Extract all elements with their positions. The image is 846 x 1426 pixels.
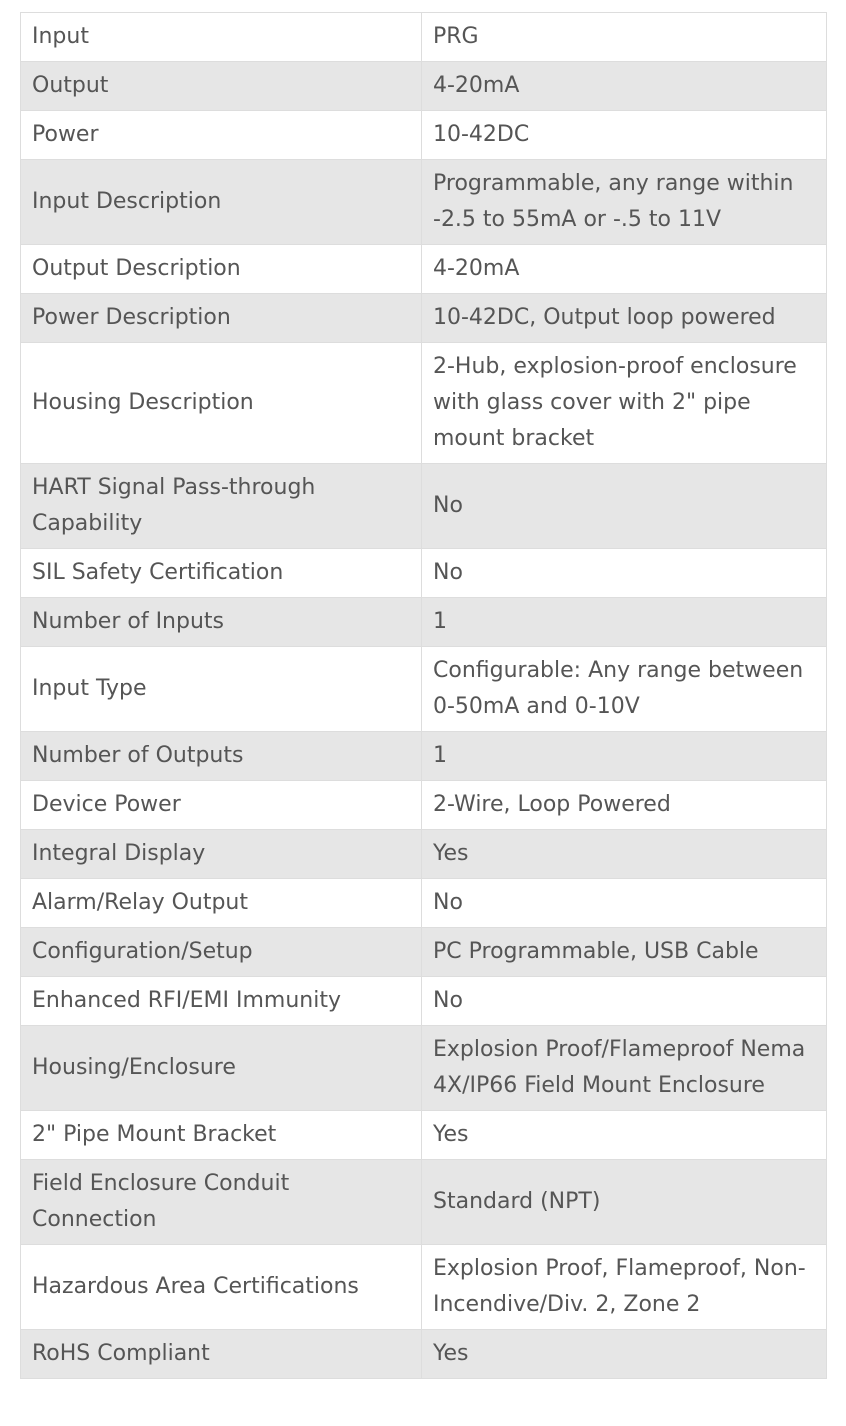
spec-label: RoHS Compliant <box>21 1330 422 1379</box>
spec-label: Output Description <box>21 245 422 294</box>
spec-value: 2-Wire, Loop Powered <box>422 781 827 830</box>
spec-value: No <box>422 879 827 928</box>
table-row <box>21 343 827 464</box>
table-row <box>21 732 827 781</box>
table-row <box>21 1160 827 1245</box>
table-row <box>21 1026 827 1111</box>
table-row <box>21 245 827 294</box>
table-row <box>21 294 827 343</box>
table-row <box>21 977 827 1026</box>
spec-label: Output <box>21 62 422 111</box>
table-row <box>21 549 827 598</box>
spec-value: No <box>422 977 827 1026</box>
spec-value: Standard (NPT) <box>422 1160 827 1245</box>
spec-label: Configuration/Setup <box>21 928 422 977</box>
spec-label: Number of Outputs <box>21 732 422 781</box>
table-row <box>21 928 827 977</box>
spec-value: No <box>422 464 827 549</box>
spec-value: Configurable: Any range between 0-50mA and 0-10V <box>422 647 827 732</box>
spec-value: No <box>422 549 827 598</box>
table-row <box>21 830 827 879</box>
spec-label: Alarm/Relay Output <box>21 879 422 928</box>
spec-value: Programmable, any range within -2.5 to 55mA or -.5 to 11V <box>422 160 827 245</box>
table-row <box>21 1330 827 1379</box>
spec-label: SIL Safety Certification <box>21 549 422 598</box>
spec-label: Number of Inputs <box>21 598 422 647</box>
spec-value: 1 <box>422 598 827 647</box>
spec-label: HART Signal Pass-through Capability <box>21 464 422 549</box>
spec-label: Enhanced RFI/EMI Immunity <box>21 977 422 1026</box>
table-row <box>21 781 827 830</box>
table-row <box>21 598 827 647</box>
spec-label: Housing/Enclosure <box>21 1026 422 1111</box>
table-row <box>21 879 827 928</box>
spec-label: 2" Pipe Mount Bracket <box>21 1111 422 1160</box>
spec-label: Input <box>21 13 422 62</box>
spec-label: Input Type <box>21 647 422 732</box>
spec-label: Device Power <box>21 781 422 830</box>
spec-label: Integral Display <box>21 830 422 879</box>
spec-label: Hazardous Area Certifications <box>21 1245 422 1330</box>
spec-value: 4-20mA <box>422 62 827 111</box>
table-row <box>21 647 827 732</box>
spec-value: 1 <box>422 732 827 781</box>
specifications-table <box>20 12 827 1379</box>
spec-value: 4-20mA <box>422 245 827 294</box>
spec-value: 10-42DC, Output loop powered <box>422 294 827 343</box>
spec-value: Explosion Proof, Flameproof, Non-Incendive/Div. 2, Zone 2 <box>422 1245 827 1330</box>
spec-value: 2-Hub, explosion-proof enclosure with glass cover with 2" pipe mount bracket <box>422 343 827 464</box>
spec-value: PC Programmable, USB Cable <box>422 928 827 977</box>
spec-label: Power Description <box>21 294 422 343</box>
spec-value: Yes <box>422 1111 827 1160</box>
spec-label: Input Description <box>21 160 422 245</box>
table-row <box>21 13 827 62</box>
table-row <box>21 160 827 245</box>
spec-value: Explosion Proof/Flameproof Nema 4X/IP66 Field Mount Enclosure <box>422 1026 827 1111</box>
spec-value: 10-42DC <box>422 111 827 160</box>
spec-label: Power <box>21 111 422 160</box>
spec-value: Yes <box>422 1330 827 1379</box>
spec-value: Yes <box>422 830 827 879</box>
table-row <box>21 464 827 549</box>
spec-label: Housing Description <box>21 343 422 464</box>
spec-label: Field Enclosure Conduit Connection <box>21 1160 422 1245</box>
spec-value: PRG <box>422 13 827 62</box>
table-row <box>21 1245 827 1330</box>
table-row <box>21 62 827 111</box>
table-row <box>21 111 827 160</box>
table-row <box>21 1111 827 1160</box>
